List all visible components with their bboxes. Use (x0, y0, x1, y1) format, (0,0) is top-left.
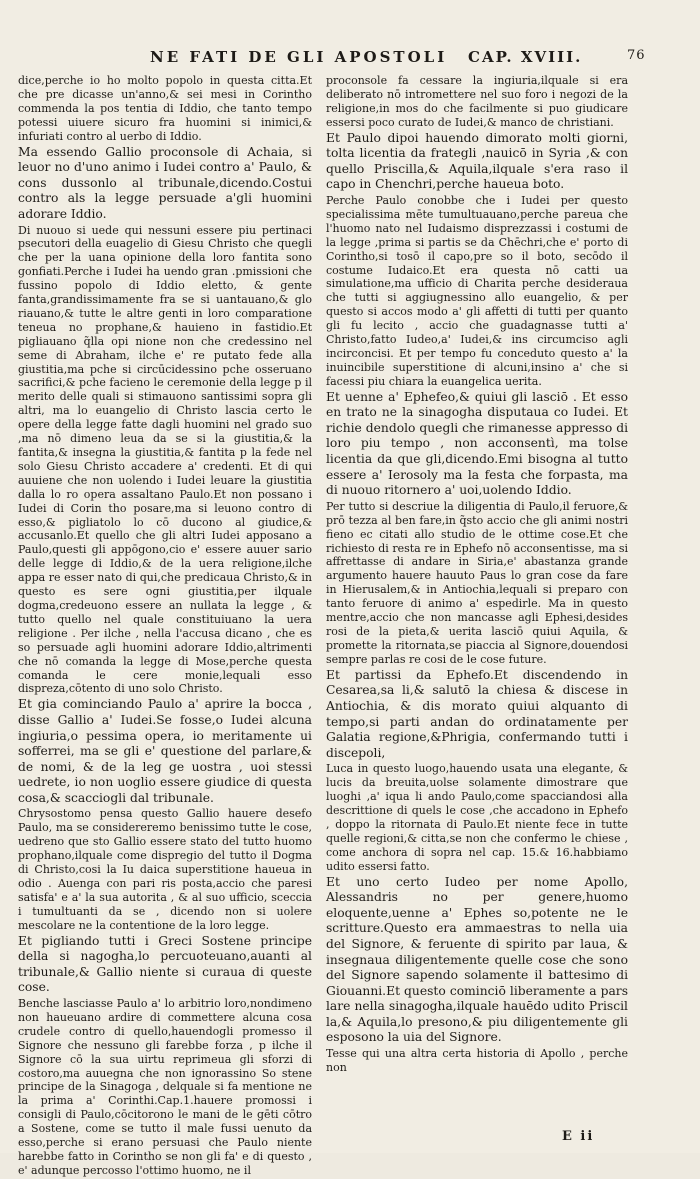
chapter-number: CAP. XVIII. (468, 48, 583, 66)
left-text-column (18, 74, 312, 1179)
right-paragraph: proconsole fa cessare la ingiuria,ilquale si era deliberato nō intromettere nel suo foro i negozi de la religione,in mos do che facilmente si puo giudicare essersi poco curato de Iudei,& manco de christiani. (326, 74, 628, 129)
right-paragraph: Perche Paulo conobbe che i Iudei per questo specialissima mēte tumultuauano,perche pareua che l'huomo nato nel Iudaismo disprezzassi i costumi de la legge ,prima si partis se da Chēchri,che e' porto di Corintho,si tosō il capo,pre so il boto, secōdo il costume Iudaico.Et era questa nō catti ua simulatione,ma ufficio di Charita perche desideraua che tutti si aggiugnessino allo euangelio, & per questo si accos modo a' gli affetti di tutti per quanto gli fu lecito , accio che guadagnasse tutti a' Christo,fatto Iudeo,a' Iudei,& ins circumciso agli incirconcisi. Et per tempo fu conceduto questo a' la inuincibile superstitione di alcuni,insino a' che si facessi piu chiara la euangelica uerita. (326, 194, 628, 388)
left-paragraph: Di nuouo si uede qui nessuni essere piu pertinaci psecutori della euagelio di Giesu Christo che quegli che per la uana opinione della loro fantita sono gonfiati.Perche i Iudei ha uendo gran .pmissioni che fussino popolo di Iddio eletto, & gente fanta,grandissimamente fra se si uantauano,& glo riauano,& tutte le altre genti in loro comparatione teneua no prophane,& hauieno in fastidio.Et pigliauano q̃lla opi nione non che credessino nel seme di Abraham, ilche e' re putato fede alla giustitia,ma pche si circūcidessino pche osseruano sacrifici,& pche facieno le ceremonie della legge p il merito delle quali si stimauono santissimi sopra gli altri, ma lo euangelio di Christo lascia certo le opere della legge fatte dagli huomini nel grado suo ,ma nō dimeno leua da se si la giustitia,& la fantita,& insegna la giustitia,& fantita p la fede nel solo Giesu Christo accadere a' credenti. Et di qui auuiene che non uolendo i Iudei leuare la giustitia dalla lo ro opera assaltano Paulo.Et non possano i Iudei di Corin tho posare,ma si leuono contro di esso,& pigliatolo lo cō ducono al giudice,& accusanlo.Et quello che gli altri Iudei apposano a Paulo,questi gli appōgono,cio e' essere auuer sario delle legge di Iddio,& de la uera religione,ilche appa re esser nato di qui,che predicaua Christo,& in questo es sere ogni giustitia,per ilquale dogma,credeuono essere an nullata la legge , & tutto quello nel quale constituiuano la uera religione . Per ilche , nella l'accusa dicano , che es so persuade agli huomini adorare Iddio,altrimenti che nō comanda la legge di Mose,perche questa comanda le cere monie,lequali esso dispreza,cōtento di uno solo Christo. (18, 223, 312, 696)
running-head (0, 48, 700, 74)
right-paragraph: Et uno certo Iudeo per nome Apollo, Alessandris no per genere,huomo eloquente,uenne a' Ephes so,potente ne le scritture.Questo era ammaestras to nella uia del Signore, & feruente di spirito par laua, & insegnaua diligentemente quelle cose che sono del Signore sapendo solamente il battesimo di Giouanni.Et questo cominciō liberamente a pars lare nella sinagogha,ilquale hauēdo udito Priscil la,& Aquila,lo presono,& piu diligentemente gli esposono la uia del Signore. (326, 874, 628, 1045)
right-paragraph: Et partissi da Ephefo.Et discendendo in Cesarea,sa li,& salutō la chiesa & discese in Antiochia, & dis morato quiui alquanto di tempo,si parti andan do ordinatamente per Galatia regione,&Phrigia, confermando tutti i discepoli, (326, 667, 628, 760)
left-paragraph: Ma essendo Gallio proconsole di Achaia, si leuor no d'uno animo i Iudei contro a' Paulo, & cons dussonlo al tribunale,dicendo.Costui contro als la legge persuade a'gli huomini adorare Iddio. (18, 144, 312, 221)
right-text-column (326, 74, 628, 1076)
right-paragraph: Et uenne a' Ephefeo,& quiui gli lasciō . Et esso en trato ne la sinagogha disputaua co Iudei. Et richie dendolo quegli che rimanesse appresso di loro piu tempo , non acconsentì, ma tolse licentia da que gli,dicendo.Emi bisogna al tutto essere a' Ierosoly ma la festa che forpasta, ma di nuouo ritornero a' uoi,uolendo Iddio. (326, 389, 628, 498)
running-title: NE FATI DE GLI APOSTOLI (150, 48, 448, 66)
right-paragraph: Et Paulo dipoi hauendo dimorato molti giorni, tolta licentia da frategli ,nauicō in Syria ,& con quello Priscilla,& Aquila,ilquale s'era raso il capo in Chenchri,perche haueua boto. (326, 130, 628, 192)
left-paragraph: Benche lasciasse Paulo a' lo arbitrio loro,nondimeno non haueuano ardire di commettere alcuna cosa crudele contro di quello,hauendogli promesso il Signore che nessuno gli farebbe forza , p ilche il Signore cō la sua uirtu reprimeua gli sforzi di costoro,ma auuegna che non ignorassino So stene principe de la Sinagoga , delquale si fa mentione ne la prima a' Corinthi.Cap.1.hauere promossi i consigli di Paulo,cōcitorono le mani de le gēti cōtro a Sostene, come se tutto il male fussi uenuto da esso,perche si erano persuasi che Paulo niente harebbe fatto in Corintho se non gli fa' e di questo , e' adunque percosso l'ottimo huomo, ne il (18, 997, 312, 1177)
left-paragraph: Chrysostomo pensa questo Gallio hauere desefo Paulo, ma se considereremo benissimo tutte le cose, uedreno que sto Gallio essere stato del tutto huomo prophano,ilquale come dispregio del tutto il Dogma di Christo,cosi la Iu daica superstitione haueua in odio . Auenga con pari ris posta,accio che paresi satisfa' e a' la sua autorita , & al suo ufficio, sceccia i tumultuanti da se , dicendo non si uolere mescolare ne la contentione de la loro legge. (18, 807, 312, 932)
signature-mark: E ii (562, 1129, 595, 1144)
left-paragraph: dice,perche io ho molto popolo in questa citta.Et che pre dicasse un'anno,& sei mesi in Corintho commenda la pos tentia di Iddio, che tanto tempo potessi uiuere sicuro fra huomini si inimici,& infuriati contro al uerbo di Iddio. (18, 74, 312, 143)
folio-number: 76 (627, 48, 646, 63)
right-paragraph: Per tutto si descriue la diligentia di Paulo,il feruore,& prō tezza al ben fare,in q̃sto accio che gli animi nostri fieno ec citati allo studio de le ottime cose.Et che richiesto di resta re in Ephefo nō acconsentisse, ma si affrettasse di andare in Siria,e' abastanza grande argumento hauere hauuto Paus lo gran cose da fare in Hierusalem,& in Antiochia,lequali si preparo con tanto feruore di animo a' espedirle. Ma in questo mentre,accio che non mancasse agli Ephesi,desides rosi de la pieta,& uerita lasciō quiui Aquila, & promette la ritornata,se piaccia al Signore,douendosi sempre parlas re cosi de le cose future. (326, 499, 628, 666)
left-paragraph: Et gia cominciando Paulo a' aprire la bocca , disse Gallio a' Iudei.Se fosse,o Iudei alcuna ingiuria,o pessima opera, io meritamente ui sofferrei, ma se gli e' questione del parlare,& de nomi, & de la leg ge uostra , uoi stessi uedrete, io non uoglio essere giudice di questa cosa,& scacciogli dal tribunale. (18, 697, 312, 805)
right-paragraph: Luca in questo luogo,hauendo usata una elegante, & lucis da breuita,uolse solamente dimostrare que luoghi ,a' iqua li ando Paulo,come spacciandosi alla descrittione di quels le cose ,che accadono in Ephefo , doppo la ritornata di Paulo.Et niente fece in tutte quelle regioni,& citta,se non che confermo le chiese , come anchora di sopra nel cap. 15.& 16.habbiamo udito essersi fatto. (326, 762, 628, 873)
left-paragraph: Et pigliando tutti i Greci Sostene principe della si nagogha,lo percuoteuano,auanti al tribunale,& Gallio niente si curaua di queste cose. (18, 933, 312, 995)
right-paragraph: Tesse qui una altra certa historia di Apollo , perche non (326, 1047, 628, 1074)
